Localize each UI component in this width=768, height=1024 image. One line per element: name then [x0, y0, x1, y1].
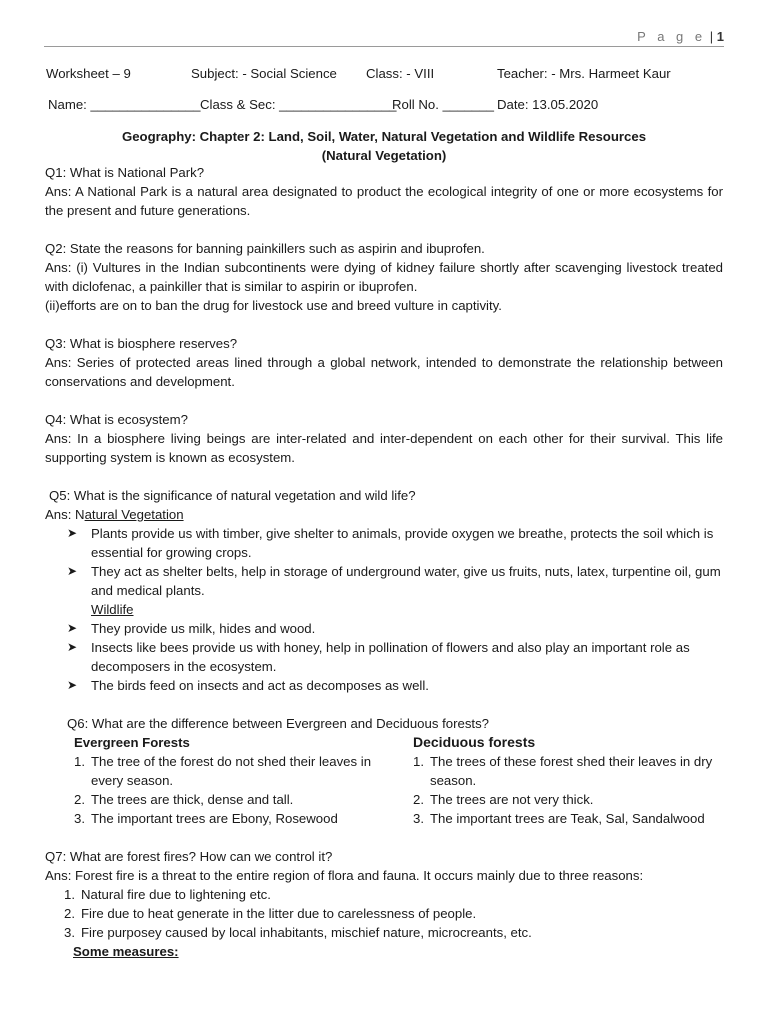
list-item: [67, 562, 723, 600]
list-item: [57, 809, 384, 828]
reasons-list: [47, 885, 723, 942]
list-item: [57, 790, 384, 809]
q6-question: Q6: What are the difference between Evergreen and Deciduous forests?: [67, 716, 490, 731]
q2-answer-2: (ii)efforts are on to ban the drug for livestock use and breed vulture in captivity.: [45, 298, 502, 313]
q2-question: Q2: State the reasons for banning painkillers such as aspirin and ibuprofen.: [45, 241, 485, 256]
bullet-text: Insects like bees provide us with honey, help in pollination of flowers and also play an important role as decomposers in the ecosystem.: [91, 640, 690, 674]
arrowhead-bullet-icon: ➤: [67, 678, 78, 692]
q1-answer: Ans: A National Park is a natural area designated to product the ecological integrity of one or more ecosystems for the present and future generations.: [45, 184, 723, 218]
item-text: The important trees are Teak, Sal, Sandalwood: [430, 811, 705, 826]
q5-question: Q5: What is the significance of natural vegetation and wild life?: [49, 488, 416, 503]
q1-question: Q1: What is National Park?: [45, 165, 205, 180]
page-label: P a g e: [637, 29, 707, 44]
q7-question: Q7: What are forest fires? How can we control it?: [45, 849, 333, 864]
page-number: 1: [716, 29, 724, 44]
wildlife-heading: [91, 600, 723, 619]
list-item: [67, 524, 723, 562]
list-item: [47, 885, 723, 904]
name-field: Name: _______________: [48, 97, 201, 112]
teacher-label: Teacher: - Mrs. Harmeet Kaur: [497, 66, 671, 81]
deciduous-heading: Deciduous forests: [413, 734, 536, 750]
item-number: 1.: [413, 754, 424, 769]
item-number: 1.: [74, 754, 85, 769]
natural-vegetation-heading: atural Vegetation: [84, 507, 184, 522]
q3-question: Q3: What is biosphere reserves?: [45, 336, 238, 351]
item-text: The trees are thick, dense and tall.: [91, 792, 294, 807]
item-text: Fire purposey caused by local inhabitants, mischief nature, microcreants, etc.: [81, 925, 532, 940]
bullet-text: They act as shelter belts, help in storage of underground water, give us fruits, nuts, latex, turpentine oil, gum and medical plants.: [91, 564, 721, 598]
arrowhead-bullet-icon: ➤: [67, 564, 78, 578]
item-number: 3.: [413, 811, 424, 826]
item-number: 3.: [74, 811, 85, 826]
item-number: 1.: [64, 887, 75, 902]
header-divider: [44, 46, 724, 47]
evergreen-heading: Evergreen Forests: [74, 735, 190, 750]
class-sec-field: Class & Sec: ________________: [200, 97, 397, 112]
q4-answer: Ans: In a biosphere living beings are inter-related and inter-dependent on each other for their survival. This life supporting system is known as ecosystem.: [45, 431, 723, 465]
q4-question: Q4: What is ecosystem?: [45, 412, 188, 427]
list-item: [396, 752, 723, 790]
page-separator: |: [709, 29, 714, 44]
arrowhead-bullet-icon: ➤: [67, 526, 78, 540]
subject-label: Subject: - Social Science: [191, 66, 337, 81]
item-number: 2.: [74, 792, 85, 807]
bullet-text: Plants provide us with timber, give shelter to animals, provide oxygen we breathe, protects the soil which is essential for growing crops.: [91, 526, 714, 560]
list-item: [57, 752, 384, 790]
arrowhead-bullet-icon: ➤: [67, 640, 78, 654]
q5-ans-prefix: Ans: N: [45, 507, 85, 522]
item-text: The trees are not very thick.: [430, 792, 594, 807]
list-item: [67, 676, 723, 695]
some-measures-heading: Some measures:: [73, 944, 179, 959]
item-text: Fire due to heat generate in the litter due to carelessness of people.: [81, 906, 477, 921]
item-text: Natural fire due to lightening etc.: [81, 887, 271, 902]
item-text: The trees of these forest shed their leaves in dry season.: [430, 754, 713, 788]
list-item: [67, 638, 723, 676]
q7-answer: Ans: Forest fire is a threat to the entire region of flora and fauna. It occurs mainly due to three reasons:: [45, 868, 644, 883]
page-number-header: [637, 29, 724, 44]
roll-no-field: Roll No. _______: [392, 97, 494, 112]
q3-answer: Ans: Series of protected areas lined through a global network, intended to demonstrate the relationship between conservations and development.: [45, 355, 723, 389]
list-item: [47, 923, 723, 942]
bullet-text: They provide us milk, hides and wood.: [91, 621, 316, 636]
bullet-text: The birds feed on insects and act as decomposes as well.: [91, 678, 429, 693]
q2-answer-1: Ans: (i) Vultures in the Indian subcontinents were dying of kidney failure shortly after scavenging livestock treated with diclofenac, a painkiller that is similar to aspirin or ibuprofen.: [45, 260, 723, 294]
list-item: [67, 619, 723, 638]
q5-answer-heading: [45, 505, 723, 524]
item-text: The important trees are Ebony, Rosewood: [91, 811, 338, 826]
deciduous-column: [396, 733, 723, 828]
item-number: 2.: [413, 792, 424, 807]
list-item: [47, 904, 723, 923]
date-label: Date: 13.05.2020: [497, 97, 599, 112]
class-label: Class: - VIII: [366, 66, 435, 81]
forest-comparison: [57, 733, 723, 828]
worksheet-number: Worksheet – 9: [46, 66, 131, 81]
worksheet-content: [45, 163, 723, 961]
chapter-title: Geography: Chapter 2: Land, Soil, Water, Natural Vegetation and Wildlife Resources: [121, 129, 647, 144]
wildlife-heading-text: Wildlife: [91, 602, 134, 617]
list-item: [396, 809, 723, 828]
evergreen-column: [57, 733, 384, 828]
item-text: The tree of the forest do not shed their leaves in every season.: [91, 754, 372, 788]
arrowhead-bullet-icon: ➤: [67, 621, 78, 635]
chapter-subtitle: (Natural Vegetation): [321, 148, 447, 163]
item-number: 3.: [64, 925, 75, 940]
item-number: 2.: [64, 906, 75, 921]
list-item: [396, 790, 723, 809]
